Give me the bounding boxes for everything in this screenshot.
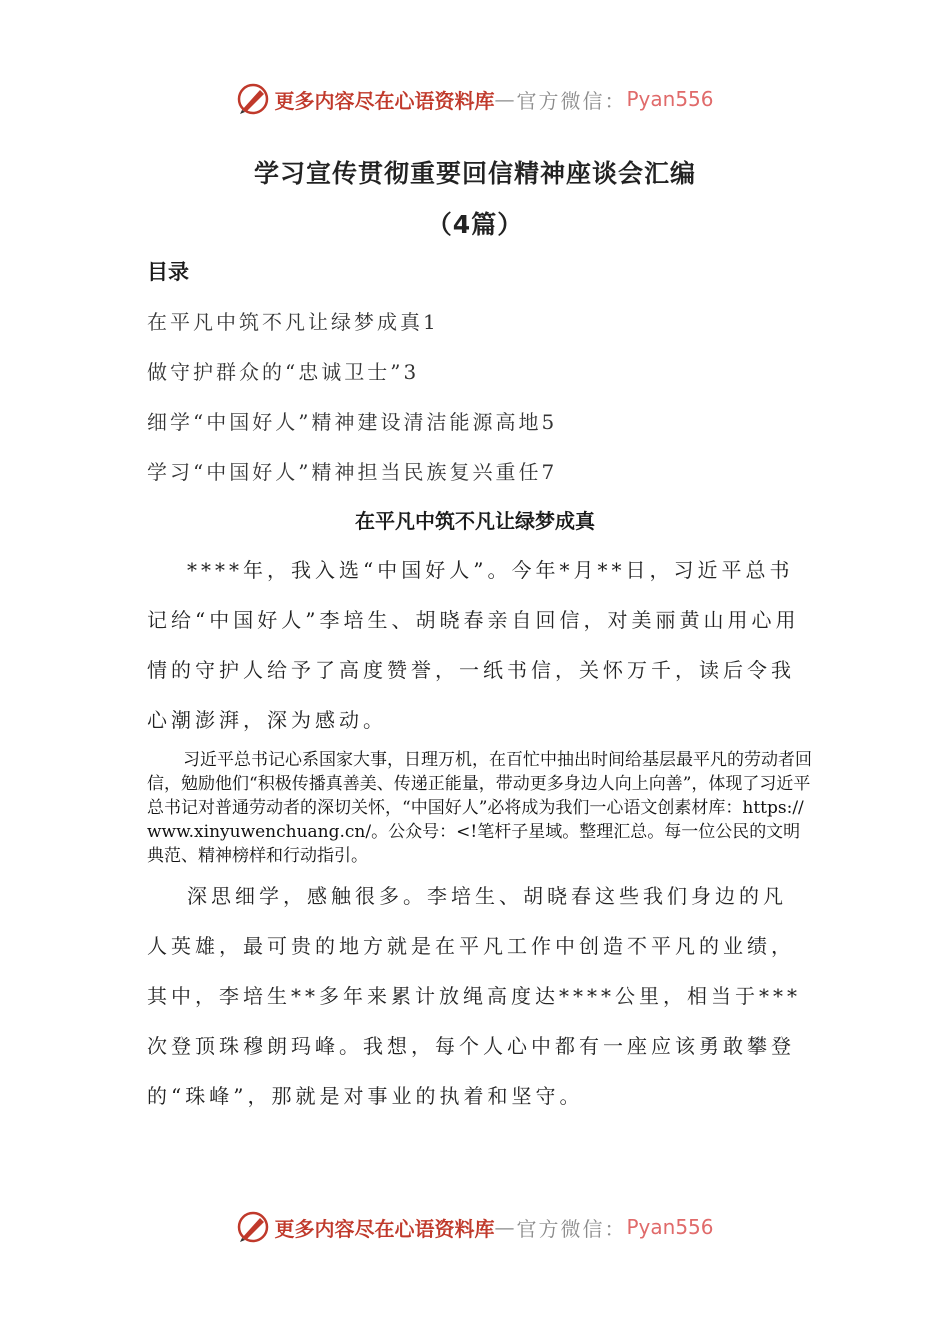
toc-item: 学习“中国好人”精神担当民族复兴重任7	[147, 460, 558, 484]
pen-logo-icon	[236, 82, 270, 116]
document-title: 学习宣传贯彻重要回信精神座谈会汇编	[253, 159, 696, 188]
banner-dash: —	[494, 1215, 517, 1239]
banner-wechat-id: Pyan556	[626, 87, 714, 111]
banner-dash: —	[494, 87, 517, 111]
paragraph: ****年，我入选“中国好人”。今年*月**日，习近平总书记给“中国好人”李培生、胡晓春亲自回信，对美丽黄山用心用情的守护人给予了高度赞誉，一纸书信，关怀万千，读后令我心潮澎湃，深为感动。	[147, 558, 800, 732]
banner-wechat-label: 官方微信：	[516, 88, 627, 113]
banner-text: 更多内容尽在心语资料库	[274, 88, 495, 113]
banner-wechat-id: Pyan556	[626, 1215, 714, 1239]
toc-item: 做守护群众的“忠诚卫士”3	[147, 360, 420, 384]
document-subtitle: （4篇）	[426, 210, 524, 239]
toc-item: 在平凡中筑不凡让绿梦成真1	[147, 310, 439, 334]
section-title: 在平凡中筑不凡让绿梦成真	[355, 509, 595, 533]
pen-logo-icon	[236, 1210, 270, 1244]
banner-wechat-label: 官方微信：	[516, 1216, 627, 1241]
header-banner	[0, 82, 950, 116]
toc-heading: 目录	[147, 260, 189, 284]
footer-banner	[0, 1210, 950, 1244]
paragraph: 习近平总书记心系国家大事，日理万机，在百忙中抽出时间给基层最平凡的劳动者回信，勉励他们“积极传播真善美、传递正能量，带动更多身边人向上向善”，体现了习近平总书记对普通劳动者的深切关怀，“中国好人”必将成为我们一心语文创素材库：https://www.xinyuwenchuang.cn/。公众号：<!笔杆子星域。整理汇总。每一位公民的文明典范、精神榜样和行动指引。	[147, 750, 812, 866]
toc-item: 细学“中国好人”精神建设清洁能源高地5	[147, 410, 558, 434]
paragraph: 深思细学，感触很多。李培生、胡晓春这些我们身边的凡人英雄，最可贵的地方就是在平凡工作中创造不平凡的业绩，其中，李培生**多年来累计放绳高度达****公里，相当于***次登顶珠穆朗玛峰。我想，每个人心中都有一座应该勇敢攀登的“珠峰”，那就是对事业的执着和坚守。	[147, 884, 801, 1108]
banner-text: 更多内容尽在心语资料库	[274, 1216, 495, 1241]
